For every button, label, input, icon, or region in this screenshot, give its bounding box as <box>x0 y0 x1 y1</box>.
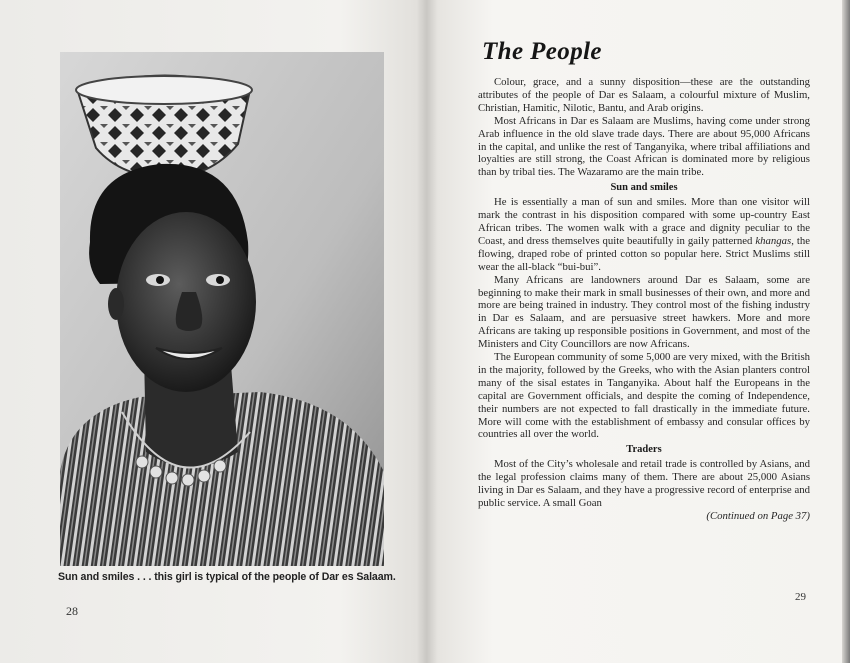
intro-paragraph: Most Africans in Dar es Salaam are Muslims, having come under strong Arab influence in the old slave trade days. There are about 95,000 Africans in the capital, and unlike the rest of Tanganyika, where tribal affiliations and loyalties are still strong, the Coast African is dominated more by religious than by tribal ties. The Wazaramo are the main tribe. <box>478 114 810 179</box>
continued-note: (Continued on Page 37) <box>706 509 810 522</box>
article-title: The People <box>482 38 602 65</box>
intro-paragraph: Colour, grace, and a sunny disposition—these are the outstanding attributes of the people of Dar es Salaam, a colourful mixture of Muslim, Christian, Hamitic, Nilotic, Bantu, and Arab origins. <box>478 76 810 114</box>
page-number-right: 29 <box>795 591 806 603</box>
body-paragraph: The European community of some 5,000 are very mixed, with the British in the majority, followed by the Greeks, who with the Asian planters control many of the sisal estates in Tanganyika. About half the Europeans in the capital are Government officials, and despite the coming of Independence, their numbers are not expected to fall drastically in the immediate future. More will come with the establishment of embassy and consular offices by countries all over the world. <box>478 351 810 441</box>
khangas-term: khangas <box>755 234 792 247</box>
body-paragraph: Most of the City’s wholesale and retail trade is controlled by Asians, and the legal profession claims many of them. There are about 25,000 Asians living in Dar es Salaam, and they have a progressive record of enterprise and public service. A small Goan <box>478 458 810 509</box>
photo-caption: Sun and smiles . . . this girl is typical of the people of Dar es Salaam. <box>58 571 396 583</box>
girl-with-basket-image <box>60 52 384 566</box>
portrait-photo <box>60 52 384 566</box>
article-body <box>478 76 810 523</box>
body-paragraph: Many Africans are landowners around Dar es Salaam, some are beginning to make their mark in small businesses of their own, and more and more are being trained in industry. They control most of the fishing industry in Dar es Salaam, and are persuasive street hawkers. More and more Africans are taking up responsible positions in Government, and most of the Ministers and City Councillors are now Africans. <box>478 273 810 351</box>
book-edge-shadow <box>842 0 850 663</box>
section-heading-sun-and-smiles: Sun and smiles <box>610 182 678 194</box>
section-heading-traders: Traders <box>626 444 662 456</box>
page-number-left: 28 <box>66 604 78 618</box>
right-page <box>430 0 850 663</box>
body-paragraph: He is essentially a man of sun and smiles. More than one visitor will mark the contrast in his disposition compared with some up-country East African tribes. The women walk with a grace and dignity peculiar to the Coast, and dress themselves quite beautifully in gaily patterned khangas, the flowing, draped robe of printed cotton so popular here. Strict Muslims still wear the all-black “bui-bui”. <box>478 196 810 273</box>
